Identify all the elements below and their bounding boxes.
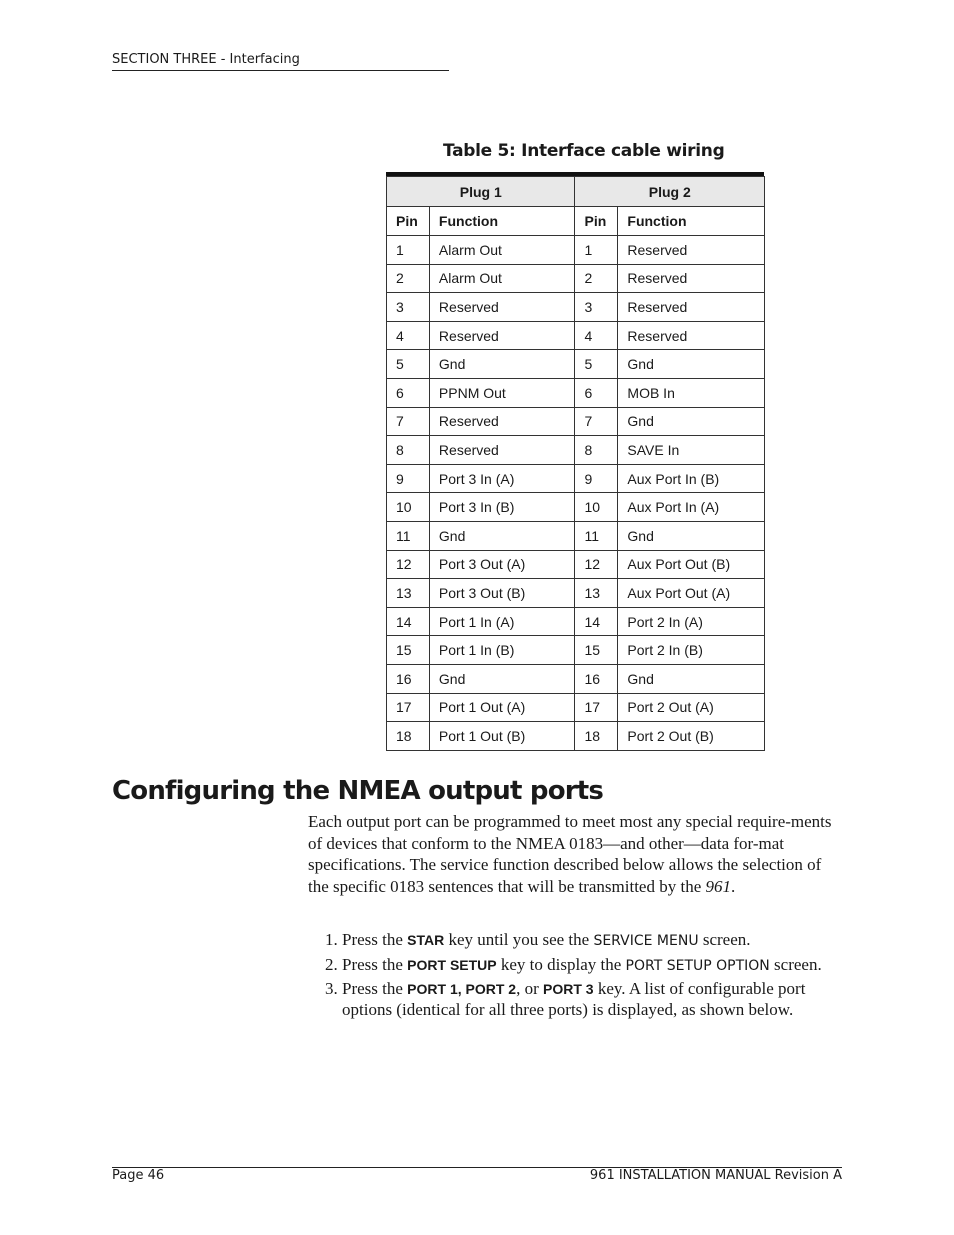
plug1-pin: 6	[387, 378, 430, 407]
step-text: key until you see the	[444, 930, 594, 949]
step-text: Press the	[342, 979, 408, 998]
plug1-pin: 11	[387, 521, 430, 550]
table-row	[387, 321, 765, 350]
table-row	[387, 607, 765, 636]
plug2-function: Reserved	[618, 264, 765, 293]
col-function-2: Function	[618, 207, 765, 236]
step-3	[342, 979, 840, 1020]
page-number: Page 46	[112, 1168, 165, 1183]
plug2-function: Port 2 In (B)	[618, 636, 765, 665]
plug2-function: Aux Port In (A)	[618, 493, 765, 522]
running-header: SECTION THREE - Interfacing	[112, 52, 300, 67]
plug2-pin: 9	[575, 464, 618, 493]
table-row	[387, 636, 765, 665]
plug1-pin: 18	[387, 722, 430, 751]
table-row	[387, 407, 765, 436]
plug1-function: Port 3 In (A)	[429, 464, 575, 493]
plug2-function: Aux Port Out (A)	[618, 579, 765, 608]
plug2-pin: 13	[575, 579, 618, 608]
plug1-pin: 16	[387, 664, 430, 693]
plug1-pin: 10	[387, 493, 430, 522]
table-row	[387, 293, 765, 322]
plug1-pin: 7	[387, 407, 430, 436]
intro-text: Each output port can be programmed to meet most any special require-ments of devices that conform to the NMEA 0183—and other—data for-mat specifications. The service function described below allows the selection of the specific 0183 sentences that will be transmitted by the	[308, 812, 832, 897]
header-rule	[112, 70, 449, 71]
plug1-function: Gnd	[429, 350, 575, 379]
plug1-pin: 17	[387, 693, 430, 722]
plug2-function: Port 2 In (A)	[618, 607, 765, 636]
plug2-function: Gnd	[618, 407, 765, 436]
section-heading: Configuring the NMEA output ports	[112, 776, 604, 806]
plug2-function: Reserved	[618, 293, 765, 322]
plug1-pin: 1	[387, 236, 430, 265]
plug2-pin: 10	[575, 493, 618, 522]
plug1-pin: 13	[387, 579, 430, 608]
plug2-pin: 17	[575, 693, 618, 722]
plug2-function: Port 2 Out (B)	[618, 722, 765, 751]
plug2-pin: 14	[575, 607, 618, 636]
plug2-function: Aux Port Out (B)	[618, 550, 765, 579]
plug1-pin: 9	[387, 464, 430, 493]
key-name: STAR	[407, 932, 445, 948]
plug2-pin: 7	[575, 407, 618, 436]
intro-model: 961	[705, 877, 731, 897]
plug1-function: Gnd	[429, 521, 575, 550]
table-row	[387, 722, 765, 751]
step-text: , or	[516, 979, 544, 998]
wiring-table	[386, 176, 765, 751]
table-row	[387, 350, 765, 379]
plug2-header: Plug 2	[575, 177, 765, 207]
column-header-row	[387, 207, 765, 236]
plug1-function: Port 3 In (B)	[429, 493, 575, 522]
plug2-pin: 18	[575, 722, 618, 751]
plug2-pin: 12	[575, 550, 618, 579]
step-1	[342, 930, 840, 952]
col-pin-2: Pin	[575, 207, 618, 236]
plug2-function: SAVE In	[618, 436, 765, 465]
table-row	[387, 579, 765, 608]
table-row	[387, 236, 765, 265]
plug1-pin: 8	[387, 436, 430, 465]
col-pin-1: Pin	[387, 207, 430, 236]
plug1-pin: 3	[387, 293, 430, 322]
plug2-function: Gnd	[618, 350, 765, 379]
plug2-pin: 2	[575, 264, 618, 293]
table-row	[387, 693, 765, 722]
screen-name: PORT SETUP OPTION	[625, 957, 770, 974]
table-row	[387, 664, 765, 693]
plug2-function: Gnd	[618, 664, 765, 693]
plug2-function: MOB In	[618, 378, 765, 407]
plug2-pin: 8	[575, 436, 618, 465]
table-row	[387, 550, 765, 579]
table-row	[387, 521, 765, 550]
plug1-function: Port 1 Out (B)	[429, 722, 575, 751]
plug1-function: Alarm Out	[429, 236, 575, 265]
plug1-function: Reserved	[429, 321, 575, 350]
plug2-pin: 6	[575, 378, 618, 407]
plug-header-row	[387, 177, 765, 207]
plug2-function: Reserved	[618, 321, 765, 350]
steps-list	[308, 930, 840, 1023]
plug2-pin: 16	[575, 664, 618, 693]
step-text: screen.	[769, 954, 822, 974]
plug1-function: Port 3 Out (A)	[429, 550, 575, 579]
plug2-pin: 1	[575, 236, 618, 265]
col-function-1: Function	[429, 207, 575, 236]
table-row	[387, 378, 765, 407]
plug2-pin: 3	[575, 293, 618, 322]
plug1-pin: 12	[387, 550, 430, 579]
table-row	[387, 436, 765, 465]
table-row	[387, 264, 765, 293]
plug1-function: Port 1 In (A)	[429, 607, 575, 636]
plug1-function: Port 1 In (B)	[429, 636, 575, 665]
key-name: PORT SETUP	[407, 956, 497, 973]
step-text: key to display the	[496, 954, 626, 974]
plug1-pin: 14	[387, 607, 430, 636]
plug1-function: Reserved	[429, 293, 575, 322]
key-name: PORT 3	[543, 981, 594, 997]
plug1-function: Reserved	[429, 407, 575, 436]
plug1-function: Port 1 Out (A)	[429, 693, 575, 722]
manual-title: 961 INSTALLATION MANUAL Revision A	[589, 1168, 842, 1183]
intro-paragraph	[308, 811, 838, 898]
step-text: screen.	[698, 930, 751, 949]
step-text: key. A list of configurable port options (identical for all three ports) is displayed, as shown below.	[342, 979, 806, 1019]
plug2-function: Reserved	[618, 236, 765, 265]
table-row	[387, 493, 765, 522]
plug1-pin: 15	[387, 636, 430, 665]
plug1-pin: 5	[387, 350, 430, 379]
plug2-function: Gnd	[618, 521, 765, 550]
plug1-function: Gnd	[429, 664, 575, 693]
table-title: Table 5: Interface cable wiring	[443, 141, 725, 161]
plug1-function: PPNM Out	[429, 378, 575, 407]
plug2-pin: 4	[575, 321, 618, 350]
table-row	[387, 464, 765, 493]
step-text: Press the	[342, 930, 408, 949]
plug1-function: Reserved	[429, 436, 575, 465]
intro-end: .	[731, 877, 736, 897]
plug2-function: Aux Port In (B)	[618, 464, 765, 493]
plug1-pin: 4	[387, 321, 430, 350]
plug2-function: Port 2 Out (A)	[618, 693, 765, 722]
plug2-pin: 15	[575, 636, 618, 665]
plug1-function: Port 3 Out (B)	[429, 579, 575, 608]
key-name: PORT 1, PORT 2	[407, 981, 517, 997]
step-2	[342, 955, 840, 977]
step-text: Press the	[342, 954, 408, 974]
plug2-pin: 11	[575, 521, 618, 550]
plug2-pin: 5	[575, 350, 618, 379]
plug1-function: Alarm Out	[429, 264, 575, 293]
plug1-header: Plug 1	[387, 177, 575, 207]
plug1-pin: 2	[387, 264, 430, 293]
screen-name: SERVICE MENU	[593, 933, 699, 949]
